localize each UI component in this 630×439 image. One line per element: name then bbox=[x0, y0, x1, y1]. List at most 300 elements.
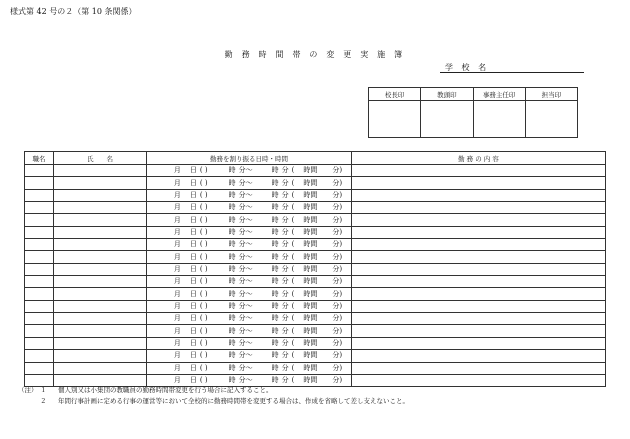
name-cell[interactable] bbox=[54, 263, 147, 275]
position-cell[interactable] bbox=[25, 177, 54, 189]
datetime-month-label: 月 bbox=[173, 227, 181, 236]
note-text: 個人別又は小集団の教職員の勤務時間帯変更を行う場合に記入すること。 bbox=[58, 386, 273, 394]
datetime-hours-open-label: ( bbox=[291, 338, 295, 347]
datetime-start-hour-label: 時 bbox=[228, 351, 236, 360]
datetime-end-min-label: 分 bbox=[281, 252, 289, 261]
datetime-month-label: 月 bbox=[173, 178, 181, 187]
schedule-header-row bbox=[25, 152, 606, 165]
datetime-weekday-paren-label: ( ) bbox=[199, 203, 208, 212]
position-cell[interactable] bbox=[25, 350, 54, 362]
seal-header-principal: 校長印 bbox=[369, 88, 421, 101]
datetime-cell[interactable] bbox=[147, 276, 352, 288]
content-cell[interactable] bbox=[352, 263, 606, 275]
table-row bbox=[25, 177, 606, 189]
datetime-hours-open-label: ( bbox=[291, 376, 295, 385]
datetime-start-min-label: 分～ bbox=[238, 289, 253, 298]
datetime-weekday-paren-label: ( ) bbox=[199, 301, 208, 310]
datetime-start-hour-label: 時 bbox=[228, 178, 236, 187]
datetime-start-min-label: 分～ bbox=[238, 301, 253, 310]
datetime-mins-close-label: 分) bbox=[332, 203, 343, 212]
table-row bbox=[25, 202, 606, 214]
name-cell[interactable] bbox=[54, 325, 147, 337]
table-row bbox=[25, 325, 606, 337]
datetime-hours-open-label: ( bbox=[291, 227, 295, 236]
datetime-start-hour-label: 時 bbox=[228, 314, 236, 323]
note-number: １ bbox=[40, 386, 47, 394]
seal-header-row bbox=[369, 88, 578, 101]
datetime-month-label: 月 bbox=[173, 252, 181, 261]
datetime-template bbox=[147, 376, 351, 385]
datetime-start-min-label: 分～ bbox=[238, 363, 253, 372]
content-cell[interactable] bbox=[352, 325, 606, 337]
datetime-hours-label-label: 時間 bbox=[303, 252, 318, 261]
datetime-mins-close-label: 分) bbox=[332, 351, 343, 360]
datetime-start-hour-label: 時 bbox=[228, 240, 236, 249]
datetime-start-min-label: 分～ bbox=[238, 215, 253, 224]
datetime-template bbox=[147, 302, 351, 311]
note-number: ２ bbox=[40, 396, 47, 405]
position-cell[interactable] bbox=[25, 251, 54, 263]
datetime-end-min-label: 分 bbox=[281, 166, 289, 175]
datetime-weekday-paren-label: ( ) bbox=[199, 166, 208, 175]
datetime-end-hour-label: 時 bbox=[271, 178, 279, 187]
datetime-start-min-label: 分～ bbox=[238, 227, 253, 236]
datetime-hours-label-label: 時間 bbox=[303, 178, 318, 187]
datetime-end-hour-label: 時 bbox=[271, 301, 279, 310]
datetime-template bbox=[147, 191, 351, 200]
datetime-template bbox=[147, 265, 351, 274]
datetime-start-hour-label: 時 bbox=[228, 277, 236, 286]
datetime-day-label: 日 bbox=[189, 190, 197, 199]
datetime-start-hour-label: 時 bbox=[228, 289, 236, 298]
content-cell[interactable] bbox=[352, 251, 606, 263]
datetime-day-label: 日 bbox=[189, 289, 197, 298]
datetime-hours-open-label: ( bbox=[291, 215, 295, 224]
name-cell[interactable] bbox=[54, 362, 147, 374]
table-row bbox=[25, 313, 606, 325]
datetime-hours-open-label: ( bbox=[291, 277, 295, 286]
school-name-field[interactable] bbox=[440, 72, 584, 73]
name-cell[interactable] bbox=[54, 288, 147, 300]
schedule-body bbox=[25, 165, 606, 387]
datetime-hours-open-label: ( bbox=[291, 166, 295, 175]
datetime-hours-label-label: 時間 bbox=[303, 301, 318, 310]
datetime-month-label: 月 bbox=[173, 166, 181, 175]
datetime-template bbox=[147, 327, 351, 336]
datetime-hours-open-label: ( bbox=[291, 363, 295, 372]
datetime-start-min-label: 分～ bbox=[238, 314, 253, 323]
datetime-end-min-label: 分 bbox=[281, 227, 289, 236]
position-cell[interactable] bbox=[25, 202, 54, 214]
datetime-day-label: 日 bbox=[189, 277, 197, 286]
datetime-template bbox=[147, 290, 351, 299]
datetime-hours-label-label: 時間 bbox=[303, 277, 318, 286]
datetime-mins-close-label: 分) bbox=[332, 215, 343, 224]
content-cell[interactable] bbox=[352, 202, 606, 214]
datetime-start-hour-label: 時 bbox=[228, 338, 236, 347]
content-cell[interactable] bbox=[352, 177, 606, 189]
datetime-end-hour-label: 時 bbox=[271, 314, 279, 323]
datetime-template bbox=[147, 216, 351, 225]
table-row bbox=[25, 263, 606, 275]
datetime-month-label: 月 bbox=[173, 289, 181, 298]
datetime-weekday-paren-label: ( ) bbox=[199, 314, 208, 323]
datetime-day-label: 日 bbox=[189, 178, 197, 187]
note-item bbox=[18, 396, 409, 407]
datetime-cell[interactable] bbox=[147, 177, 352, 189]
datetime-mins-close-label: 分) bbox=[332, 376, 343, 385]
datetime-start-min-label: 分～ bbox=[238, 190, 253, 199]
datetime-end-hour-label: 時 bbox=[271, 376, 279, 385]
datetime-end-min-label: 分 bbox=[281, 178, 289, 187]
datetime-day-label: 日 bbox=[189, 351, 197, 360]
datetime-cell[interactable] bbox=[147, 214, 352, 226]
seal-box-person-in-charge[interactable] bbox=[525, 101, 577, 138]
datetime-month-label: 月 bbox=[173, 203, 181, 212]
datetime-end-min-label: 分 bbox=[281, 203, 289, 212]
seal-header-vice-principal: 教頭印 bbox=[421, 88, 473, 101]
datetime-day-label: 日 bbox=[189, 338, 197, 347]
table-row bbox=[25, 362, 606, 374]
datetime-start-hour-label: 時 bbox=[228, 227, 236, 236]
datetime-cell[interactable] bbox=[147, 300, 352, 312]
datetime-hours-open-label: ( bbox=[291, 351, 295, 360]
datetime-mins-close-label: 分) bbox=[332, 338, 343, 347]
content-cell[interactable] bbox=[352, 300, 606, 312]
datetime-mins-close-label: 分) bbox=[332, 240, 343, 249]
datetime-cell[interactable] bbox=[147, 189, 352, 201]
datetime-mins-close-label: 分) bbox=[332, 277, 343, 286]
datetime-day-label: 日 bbox=[189, 376, 197, 385]
content-cell[interactable] bbox=[352, 350, 606, 362]
name-cell[interactable] bbox=[54, 226, 147, 238]
name-cell[interactable] bbox=[54, 251, 147, 263]
content-cell[interactable] bbox=[352, 239, 606, 251]
position-cell[interactable] bbox=[25, 325, 54, 337]
datetime-start-min-label: 分～ bbox=[238, 166, 253, 175]
position-cell[interactable] bbox=[25, 313, 54, 325]
seal-header-office-chief: 事務主任印 bbox=[473, 88, 525, 101]
datetime-template bbox=[147, 240, 351, 249]
datetime-cell[interactable] bbox=[147, 325, 352, 337]
notes bbox=[18, 385, 409, 406]
datetime-end-hour-label: 時 bbox=[271, 240, 279, 249]
datetime-mins-close-label: 分) bbox=[332, 190, 343, 199]
datetime-hours-open-label: ( bbox=[291, 326, 295, 335]
position-cell[interactable] bbox=[25, 214, 54, 226]
datetime-month-label: 月 bbox=[173, 190, 181, 199]
datetime-start-hour-label: 時 bbox=[228, 252, 236, 261]
datetime-end-hour-label: 時 bbox=[271, 252, 279, 261]
datetime-weekday-paren-label: ( ) bbox=[199, 338, 208, 347]
datetime-start-hour-label: 時 bbox=[228, 326, 236, 335]
datetime-day-label: 日 bbox=[189, 215, 197, 224]
datetime-end-hour-label: 時 bbox=[271, 264, 279, 273]
datetime-start-min-label: 分～ bbox=[238, 351, 253, 360]
datetime-end-min-label: 分 bbox=[281, 215, 289, 224]
form-number: 様式第 42 号の２（第 10 条関係） bbox=[10, 7, 137, 16]
content-cell[interactable] bbox=[352, 276, 606, 288]
datetime-hours-label-label: 時間 bbox=[303, 215, 318, 224]
datetime-month-label: 月 bbox=[173, 215, 181, 224]
school-name-label: 学 校 名 bbox=[445, 63, 490, 72]
content-cell[interactable] bbox=[352, 337, 606, 349]
datetime-cell[interactable] bbox=[147, 226, 352, 238]
content-cell[interactable] bbox=[352, 313, 606, 325]
datetime-mins-close-label: 分) bbox=[332, 289, 343, 298]
datetime-cell[interactable] bbox=[147, 350, 352, 362]
name-cell[interactable] bbox=[54, 214, 147, 226]
datetime-end-hour-label: 時 bbox=[271, 166, 279, 175]
note-text: 年間行事計画に定める行事の運営等において全校的に勤務時間帯を変更する場合は、作成を省略して差し支えないこと。 bbox=[58, 396, 409, 405]
datetime-hours-label-label: 時間 bbox=[303, 240, 318, 249]
datetime-end-hour-label: 時 bbox=[271, 215, 279, 224]
datetime-month-label: 月 bbox=[173, 338, 181, 347]
note-prefix-spacer bbox=[18, 396, 40, 407]
datetime-start-min-label: 分～ bbox=[238, 178, 253, 187]
datetime-weekday-paren-label: ( ) bbox=[199, 277, 208, 286]
datetime-hours-label-label: 時間 bbox=[303, 264, 318, 273]
datetime-start-min-label: 分～ bbox=[238, 338, 253, 347]
datetime-start-min-label: 分～ bbox=[238, 376, 253, 385]
table-row bbox=[25, 239, 606, 251]
datetime-end-min-label: 分 bbox=[281, 277, 289, 286]
position-cell[interactable] bbox=[25, 276, 54, 288]
datetime-template bbox=[147, 351, 351, 360]
datetime-month-label: 月 bbox=[173, 363, 181, 372]
datetime-day-label: 日 bbox=[189, 227, 197, 236]
datetime-end-hour-label: 時 bbox=[271, 289, 279, 298]
position-cell[interactable] bbox=[25, 226, 54, 238]
datetime-mins-close-label: 分) bbox=[332, 301, 343, 310]
datetime-template bbox=[147, 203, 351, 212]
datetime-hours-open-label: ( bbox=[291, 203, 295, 212]
datetime-start-min-label: 分～ bbox=[238, 203, 253, 212]
seal-box-principal[interactable] bbox=[369, 101, 421, 138]
datetime-day-label: 日 bbox=[189, 166, 197, 175]
content-cell[interactable] bbox=[352, 362, 606, 374]
datetime-cell[interactable] bbox=[147, 362, 352, 374]
name-cell[interactable] bbox=[54, 202, 147, 214]
datetime-hours-label-label: 時間 bbox=[303, 351, 318, 360]
datetime-start-hour-label: 時 bbox=[228, 363, 236, 372]
datetime-end-min-label: 分 bbox=[281, 338, 289, 347]
datetime-start-min-label: 分～ bbox=[238, 240, 253, 249]
datetime-start-hour-label: 時 bbox=[228, 301, 236, 310]
content-cell[interactable] bbox=[352, 288, 606, 300]
position-cell[interactable] bbox=[25, 263, 54, 275]
datetime-hours-label-label: 時間 bbox=[303, 363, 318, 372]
datetime-weekday-paren-label: ( ) bbox=[199, 190, 208, 199]
datetime-hours-label-label: 時間 bbox=[303, 203, 318, 212]
datetime-day-label: 日 bbox=[189, 264, 197, 273]
table-row bbox=[25, 276, 606, 288]
datetime-day-label: 日 bbox=[189, 301, 197, 310]
datetime-start-hour-label: 時 bbox=[228, 203, 236, 212]
datetime-start-min-label: 分～ bbox=[238, 252, 253, 261]
name-cell[interactable] bbox=[54, 165, 147, 177]
datetime-day-label: 日 bbox=[189, 252, 197, 261]
datetime-cell[interactable] bbox=[147, 165, 352, 177]
datetime-mins-close-label: 分) bbox=[332, 314, 343, 323]
datetime-start-hour-label: 時 bbox=[228, 166, 236, 175]
datetime-hours-label-label: 時間 bbox=[303, 326, 318, 335]
datetime-weekday-paren-label: ( ) bbox=[199, 178, 208, 187]
seal-table bbox=[368, 87, 578, 138]
datetime-end-hour-label: 時 bbox=[271, 277, 279, 286]
datetime-month-label: 月 bbox=[173, 314, 181, 323]
datetime-mins-close-label: 分) bbox=[332, 227, 343, 236]
datetime-start-min-label: 分～ bbox=[238, 326, 253, 335]
datetime-cell[interactable] bbox=[147, 313, 352, 325]
header-datetime: 勤務を割り振る日時・時間 bbox=[147, 152, 352, 165]
datetime-weekday-paren-label: ( ) bbox=[199, 363, 208, 372]
datetime-template bbox=[147, 253, 351, 262]
name-cell[interactable] bbox=[54, 350, 147, 362]
datetime-weekday-paren-label: ( ) bbox=[199, 264, 208, 273]
datetime-hours-label-label: 時間 bbox=[303, 289, 318, 298]
table-row bbox=[25, 350, 606, 362]
datetime-start-hour-label: 時 bbox=[228, 264, 236, 273]
datetime-end-min-label: 分 bbox=[281, 376, 289, 385]
table-row bbox=[25, 288, 606, 300]
seal-box-office-chief[interactable] bbox=[473, 101, 525, 138]
datetime-hours-open-label: ( bbox=[291, 301, 295, 310]
table-row bbox=[25, 165, 606, 177]
datetime-month-label: 月 bbox=[173, 351, 181, 360]
datetime-end-min-label: 分 bbox=[281, 363, 289, 372]
datetime-start-hour-label: 時 bbox=[228, 215, 236, 224]
schedule-table bbox=[24, 151, 606, 387]
datetime-end-min-label: 分 bbox=[281, 326, 289, 335]
note-prefix: （注） bbox=[18, 386, 38, 394]
datetime-month-label: 月 bbox=[173, 277, 181, 286]
name-cell[interactable] bbox=[54, 337, 147, 349]
datetime-hours-label-label: 時間 bbox=[303, 376, 318, 385]
datetime-end-hour-label: 時 bbox=[271, 190, 279, 199]
datetime-cell[interactable] bbox=[147, 263, 352, 275]
datetime-end-min-label: 分 bbox=[281, 289, 289, 298]
datetime-day-label: 日 bbox=[189, 240, 197, 249]
datetime-mins-close-label: 分) bbox=[332, 252, 343, 261]
datetime-hours-open-label: ( bbox=[291, 240, 295, 249]
datetime-mins-close-label: 分) bbox=[332, 326, 343, 335]
content-cell[interactable] bbox=[352, 165, 606, 177]
datetime-month-label: 月 bbox=[173, 264, 181, 273]
position-cell[interactable] bbox=[25, 165, 54, 177]
content-cell[interactable] bbox=[352, 226, 606, 238]
position-cell[interactable] bbox=[25, 300, 54, 312]
seal-box-row bbox=[369, 101, 578, 138]
seal-box-vice-principal[interactable] bbox=[421, 101, 473, 138]
position-cell[interactable] bbox=[25, 189, 54, 201]
datetime-weekday-paren-label: ( ) bbox=[199, 289, 208, 298]
datetime-end-min-label: 分 bbox=[281, 351, 289, 360]
datetime-hours-open-label: ( bbox=[291, 178, 295, 187]
table-row bbox=[25, 300, 606, 312]
datetime-end-min-label: 分 bbox=[281, 240, 289, 249]
name-cell[interactable] bbox=[54, 276, 147, 288]
position-cell[interactable] bbox=[25, 362, 54, 374]
datetime-hours-label-label: 時間 bbox=[303, 190, 318, 199]
datetime-template bbox=[147, 314, 351, 323]
datetime-cell[interactable] bbox=[147, 337, 352, 349]
position-cell[interactable] bbox=[25, 239, 54, 251]
name-cell[interactable] bbox=[54, 177, 147, 189]
content-cell[interactable] bbox=[352, 214, 606, 226]
datetime-hours-label-label: 時間 bbox=[303, 314, 318, 323]
datetime-mins-close-label: 分) bbox=[332, 166, 343, 175]
datetime-hours-open-label: ( bbox=[291, 264, 295, 273]
datetime-cell[interactable] bbox=[147, 288, 352, 300]
datetime-cell[interactable] bbox=[147, 239, 352, 251]
seal-header-person-in-charge: 担当印 bbox=[525, 88, 577, 101]
datetime-month-label: 月 bbox=[173, 376, 181, 385]
datetime-end-hour-label: 時 bbox=[271, 351, 279, 360]
table-row bbox=[25, 214, 606, 226]
datetime-template bbox=[147, 179, 351, 188]
datetime-cell[interactable] bbox=[147, 202, 352, 214]
datetime-start-hour-label: 時 bbox=[228, 376, 236, 385]
table-row bbox=[25, 251, 606, 263]
datetime-mins-close-label: 分) bbox=[332, 363, 343, 372]
datetime-end-hour-label: 時 bbox=[271, 363, 279, 372]
datetime-hours-open-label: ( bbox=[291, 314, 295, 323]
datetime-start-min-label: 分～ bbox=[238, 264, 253, 273]
datetime-hours-label-label: 時間 bbox=[303, 227, 318, 236]
datetime-hours-open-label: ( bbox=[291, 252, 295, 261]
content-cell[interactable] bbox=[352, 189, 606, 201]
name-cell[interactable] bbox=[54, 313, 147, 325]
datetime-hours-label-label: 時間 bbox=[303, 166, 318, 175]
datetime-cell[interactable] bbox=[147, 251, 352, 263]
datetime-end-min-label: 分 bbox=[281, 264, 289, 273]
datetime-template bbox=[147, 339, 351, 348]
datetime-weekday-paren-label: ( ) bbox=[199, 215, 208, 224]
datetime-hours-open-label: ( bbox=[291, 190, 295, 199]
datetime-month-label: 月 bbox=[173, 326, 181, 335]
datetime-template bbox=[147, 364, 351, 373]
datetime-weekday-paren-label: ( ) bbox=[199, 227, 208, 236]
datetime-day-label: 日 bbox=[189, 326, 197, 335]
datetime-start-hour-label: 時 bbox=[228, 190, 236, 199]
datetime-end-hour-label: 時 bbox=[271, 203, 279, 212]
page-title: 勤 務 時 間 帯 の 変 更 実 施 簿 bbox=[224, 50, 406, 59]
datetime-weekday-paren-label: ( ) bbox=[199, 351, 208, 360]
datetime-day-label: 日 bbox=[189, 363, 197, 372]
datetime-weekday-paren-label: ( ) bbox=[199, 252, 208, 261]
note-item bbox=[18, 385, 409, 396]
datetime-month-label: 月 bbox=[173, 301, 181, 310]
datetime-template bbox=[147, 166, 351, 175]
name-cell[interactable] bbox=[54, 189, 147, 201]
datetime-template bbox=[147, 277, 351, 286]
datetime-mins-close-label: 分) bbox=[332, 264, 343, 273]
datetime-end-hour-label: 時 bbox=[271, 338, 279, 347]
name-cell[interactable] bbox=[54, 300, 147, 312]
datetime-weekday-paren-label: ( ) bbox=[199, 376, 208, 385]
datetime-template bbox=[147, 228, 351, 237]
header-name: 氏 名 bbox=[54, 152, 147, 165]
table-row bbox=[25, 337, 606, 349]
name-cell[interactable] bbox=[54, 239, 147, 251]
position-cell[interactable] bbox=[25, 288, 54, 300]
header-content: 勤 務 の 内 容 bbox=[352, 152, 606, 165]
datetime-end-min-label: 分 bbox=[281, 190, 289, 199]
datetime-hours-label-label: 時間 bbox=[303, 338, 318, 347]
table-row bbox=[25, 226, 606, 238]
position-cell[interactable] bbox=[25, 337, 54, 349]
